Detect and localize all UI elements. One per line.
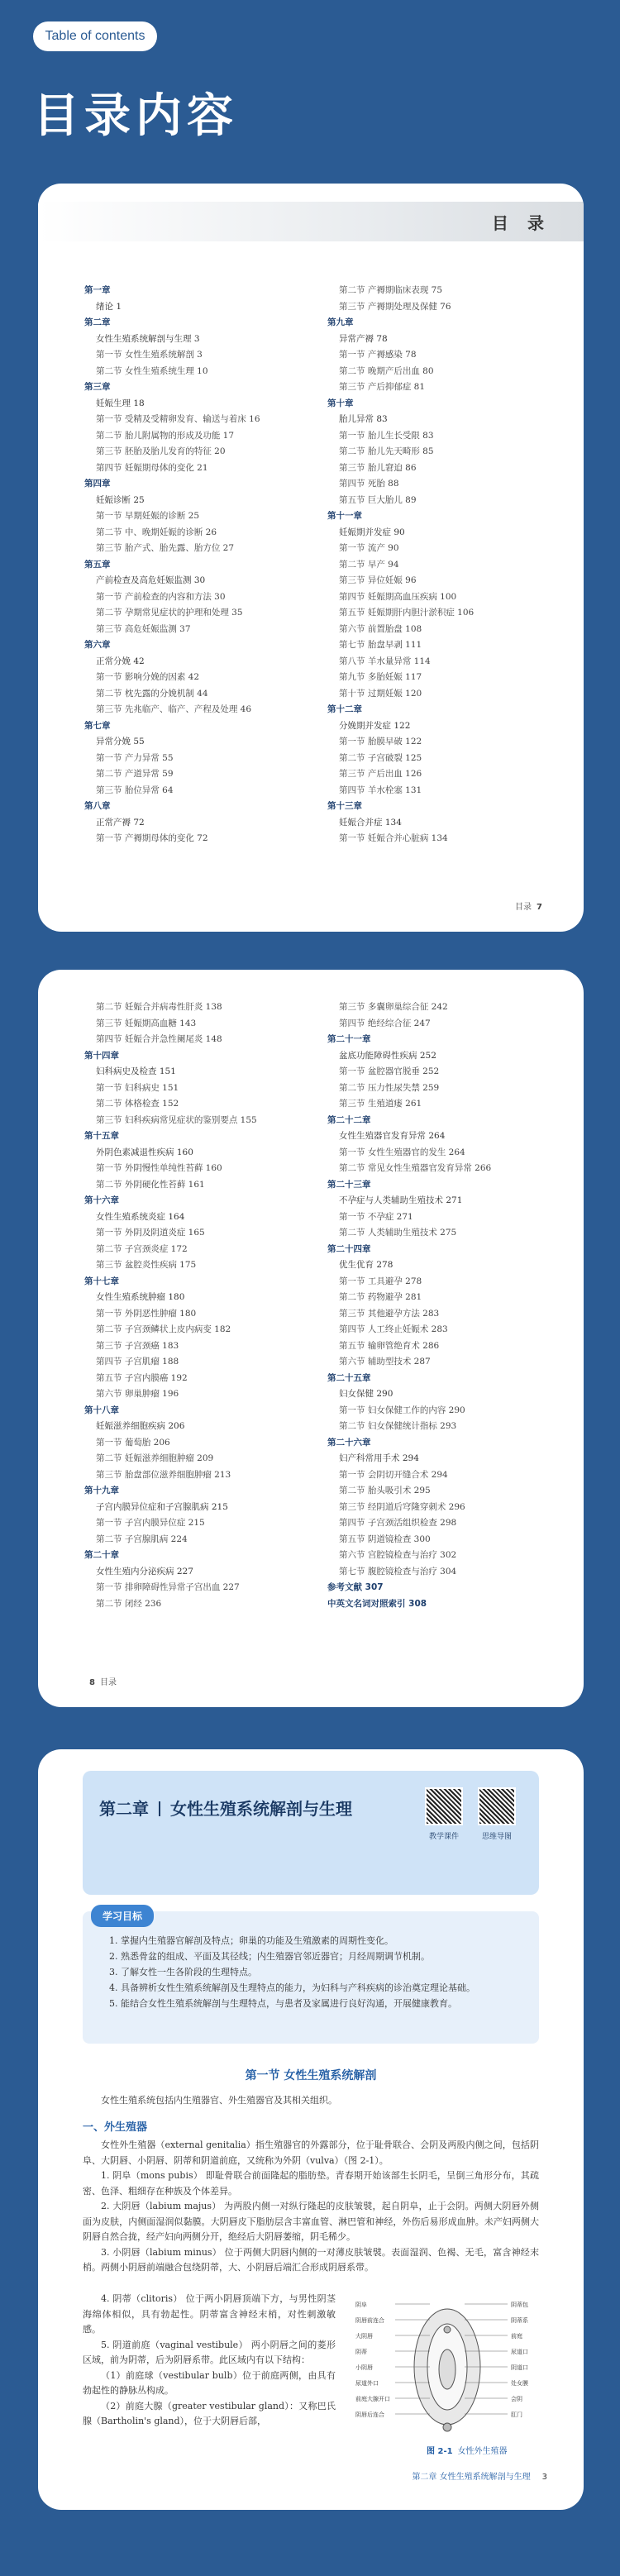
- toc-entry[interactable]: 分娩期并发症 122: [339, 720, 411, 731]
- toc-chapter[interactable]: 第十七章: [84, 1276, 119, 1286]
- page-footer: [515, 899, 547, 912]
- page-footer: [84, 1675, 117, 1687]
- toc-entry[interactable]: 第三节 生殖道瘘 261: [339, 1099, 422, 1109]
- toc-entry[interactable]: 第二节 子宫颈炎症 172: [96, 1243, 188, 1254]
- paragraph: 1. 阴阜（mons pubis） 即耻骨联合前面隆起的脂肪垫。青春期开始该部生长阴毛，呈倒三角形分布，其疏密、色泽、粗细存在种族及个体差异。: [83, 2170, 539, 2197]
- toc-entry[interactable]: 第二节 妇女保健统计指标 293: [339, 1421, 457, 1431]
- toc-entry[interactable]: 妇科病史及检查 151: [96, 1066, 176, 1076]
- toc-entry[interactable]: 第一节 产褥感染 78: [339, 350, 417, 360]
- toc-entry[interactable]: 妊娠生理 18: [96, 398, 145, 408]
- toc-entry[interactable]: 第五节 巨大胎儿 89: [339, 494, 417, 505]
- toc-chapter[interactable]: 第十九章: [84, 1486, 119, 1496]
- toc-chapter[interactable]: 第十六章: [84, 1195, 119, 1205]
- figure-number: 图 2-1: [427, 2447, 453, 2456]
- figure-label: 大阴唇: [355, 2333, 373, 2340]
- toc-chapter[interactable]: 中英文名词对照索引 308: [327, 1598, 427, 1609]
- qr-label: 思维导图: [481, 1833, 512, 1841]
- toc-entry[interactable]: 第四节 死胎 88: [339, 479, 399, 489]
- goal-item: 4. 具备辨析女性生殖系统解剖及生理特点的能力，为妇科与产科疾病的诊治奠定理论基础。: [109, 1982, 475, 1993]
- learning-goals: [83, 1911, 539, 2044]
- toc-entry[interactable]: 第二节 胎头吸引术 295: [339, 1486, 431, 1496]
- toc-entry[interactable]: 第十节 过期妊娠 120: [339, 688, 422, 699]
- toc-entry[interactable]: 第一节 盆腔器官脱垂 252: [339, 1066, 440, 1076]
- toc-entry[interactable]: 妇女保健 290: [339, 1389, 393, 1399]
- toc-entry[interactable]: 第一节 不孕症 271: [339, 1211, 413, 1222]
- toc-entry[interactable]: 第四节 妊娠期母体的变化 21: [96, 462, 208, 473]
- toc-chapter[interactable]: 第十八章: [84, 1405, 119, 1415]
- figure-label: 尿道外口: [355, 2380, 379, 2387]
- toc-entry[interactable]: 第二节 外阴硬化性苔藓 161: [96, 1179, 205, 1190]
- toc-entry[interactable]: 第三节 胎产式、胎先露、胎方位 27: [96, 543, 235, 553]
- toc-entry[interactable]: 第一节 外阴及阴道炎症 165: [96, 1228, 205, 1238]
- toc-chapter[interactable]: 第二十二章: [327, 1114, 371, 1125]
- paragraph: 女性外生殖器（external genitalia）指生殖器官的外露部分，位于耻骨联合、会阴及两股内侧之间，包括阴阜、大阴唇、小阴唇、阴蒂和阴道前庭，又统称为外阴（vulva）（图 2-1）。: [83, 2140, 539, 2166]
- toc-entry[interactable]: 妊娠合并症 134: [339, 817, 402, 828]
- toc-entry[interactable]: 正常分娩 42: [96, 656, 145, 666]
- toc-entry[interactable]: 第二节 产褥期临床表现 75: [339, 285, 443, 295]
- toc-entry[interactable]: 第一节 会阴切开缝合术 294: [339, 1469, 448, 1480]
- toc-chapter[interactable]: 第十章: [327, 398, 354, 408]
- toc-entry[interactable]: 第一节 妇女保健工作的内容 290: [339, 1405, 465, 1415]
- toc-chapter[interactable]: 第一章: [84, 285, 111, 295]
- qr-code-icon[interactable]: [425, 1787, 463, 1825]
- goal-item: 1. 掌握内生殖器官解剖及特点；卵巢的功能及生殖激素的周期性变化。: [109, 1935, 393, 1946]
- anatomy-figure: [354, 2288, 541, 2437]
- toc-entry[interactable]: 子宫内膜异位症和子宫腺肌病 215: [96, 1501, 228, 1512]
- page-footer: [412, 2469, 547, 2482]
- toc-entry[interactable]: 第六节 宫腔镜检查与治疗 302: [339, 1550, 457, 1560]
- toc-entry[interactable]: 第二节 子宫颈鳞状上皮内病变 182: [96, 1324, 231, 1334]
- toc-chapter[interactable]: 第四章: [84, 479, 111, 489]
- toc-entry[interactable]: 第五节 阴道镜检查 300: [339, 1534, 431, 1544]
- toc-entry[interactable]: 女性生殖系统解剖与生理 3: [96, 333, 200, 344]
- toc-entry[interactable]: 正常产褥 72: [96, 817, 145, 828]
- toc-entry[interactable]: 第二节 常见女性生殖器官发育异常 266: [339, 1163, 492, 1173]
- toc-entry[interactable]: 第二节 闭经 236: [96, 1598, 162, 1609]
- toc-entry[interactable]: 妊娠期并发症 90: [339, 527, 405, 537]
- toc-entry[interactable]: 妇产科常用手术 294: [339, 1453, 419, 1463]
- toc-entry[interactable]: 第八节 羊水量异常 114: [339, 656, 431, 666]
- toc-entry[interactable]: 第一节 女性生殖系统解剖 3: [96, 350, 203, 360]
- toc-entry[interactable]: 女性生殖内分泌疾病 227: [96, 1566, 193, 1577]
- sub-heading: 一、外生殖器: [83, 2121, 148, 2134]
- toc-entry[interactable]: 第一节 妇科病史 151: [96, 1082, 179, 1093]
- toc-entry[interactable]: 第一节 排卵障碍性异常子宫出血 227: [96, 1582, 240, 1592]
- toc-chapter[interactable]: 第十五章: [84, 1131, 119, 1141]
- toc-entry[interactable]: 第一节 影响分娩的因素 42: [96, 672, 200, 682]
- toc-chapter[interactable]: 第二章: [84, 317, 111, 327]
- toc-entry[interactable]: 第三节 胎位异常 64: [96, 785, 174, 795]
- footer-label: 目录: [99, 1678, 117, 1687]
- toc-entry[interactable]: 第九节 多胎妊娠 117: [339, 672, 422, 682]
- toc-entry[interactable]: 产前检查及高危妊娠监测 30: [96, 575, 206, 585]
- toc-entry[interactable]: 第一节 受精及受精卵发育、输送与着床 16: [96, 414, 260, 424]
- paragraph: 3. 小阴唇（labium minus） 位于两侧大阴唇内侧的一对薄皮肤皱襞。表面湿润、色褐、无毛，富含神经末梢。两侧小阴唇前端融合包绕阴蒂，大、小阴唇后端汇合形成阴唇系带。: [83, 2246, 539, 2273]
- toc-chapter[interactable]: 第二十三章: [327, 1179, 371, 1190]
- toc-entry[interactable]: 第二节 枕先露的分娩机制 44: [96, 688, 208, 699]
- figure-label: 阴唇前连合: [355, 2317, 384, 2324]
- toc-entry[interactable]: 第四节 人工终止妊娠术 283: [339, 1324, 448, 1334]
- toc-entry[interactable]: 第三节 子宫颈癌 183: [96, 1340, 179, 1351]
- toc-entry[interactable]: 第二节 体格检查 152: [96, 1099, 179, 1109]
- figure-label: 阴蒂系: [511, 2317, 528, 2324]
- toc-entry[interactable]: 第三节 胎盘部位滋养细胞肿瘤 213: [96, 1469, 231, 1480]
- page-title: 目录内容: [33, 89, 238, 143]
- toc-entry[interactable]: 第二节 胎儿先天畸形 85: [339, 446, 434, 456]
- toc-chapter[interactable]: 第十四章: [84, 1050, 119, 1061]
- paragraph: （1）前庭球（vestibular bulb）位于前庭两侧，由具有勃起性的静脉丛构成。: [83, 2369, 336, 2396]
- toc-chapter[interactable]: 第三章: [84, 382, 111, 392]
- toc-chapter[interactable]: 第八章: [84, 801, 111, 811]
- toc-entry[interactable]: 第三节 胚胎及胎儿发育的特征 20: [96, 446, 226, 456]
- toc-entry[interactable]: 优生优育 278: [339, 1260, 393, 1270]
- toc-col-left: [84, 999, 304, 1612]
- toc-entry[interactable]: 第三节 多囊卵巢综合征 242: [339, 1002, 448, 1012]
- toc-entry[interactable]: 第二节 药物避孕 281: [339, 1292, 422, 1302]
- toc-entry[interactable]: 第三节 先兆临产、临产、产程及处理 46: [96, 704, 252, 714]
- figure-label: 阴蒂包: [511, 2302, 528, 2308]
- toc-entry[interactable]: 第一节 外阴恶性肿瘤 180: [96, 1308, 197, 1319]
- toc-page-2: [38, 970, 584, 1707]
- toc-entry[interactable]: 第二节 子宫破裂 125: [339, 752, 422, 763]
- page-number: 3: [541, 2473, 547, 2482]
- qr-label: 教学课件: [428, 1833, 459, 1841]
- toc-chapter[interactable]: 第二十章: [84, 1550, 119, 1560]
- toc-entry[interactable]: 妊娠诊断 25: [96, 494, 145, 505]
- toc-entry[interactable]: 第一节 女性生殖器官的发生 264: [339, 1147, 465, 1157]
- figure-label: 会阴: [511, 2396, 522, 2402]
- toc-entry[interactable]: 第三节 其他避孕方法 283: [339, 1308, 440, 1319]
- toc-entry[interactable]: 第六节 卵巢肿瘤 196: [96, 1389, 179, 1399]
- toc-entry[interactable]: 第一节 产前检查的内容和方法 30: [96, 591, 226, 602]
- toc-entry[interactable]: 第一节 早期妊娠的诊断 25: [96, 511, 200, 521]
- toc-entry[interactable]: 第一节 葡萄胎 206: [96, 1437, 170, 1448]
- toc-entry[interactable]: 绪论 1: [96, 301, 122, 312]
- toc-entry[interactable]: 第三节 经阴道后穹隆穿刺术 296: [339, 1501, 465, 1512]
- toc-entry[interactable]: 第二节 胎儿附属物的形成及功能 17: [96, 430, 235, 441]
- figure-label: 尿道口: [511, 2349, 528, 2355]
- page-number: 7: [537, 903, 542, 912]
- goal-item: 3. 了解女性一生各阶段的生理特点。: [109, 1967, 257, 1977]
- figure-label: 肛门: [511, 2411, 522, 2418]
- figure-label: 阴道口: [511, 2364, 528, 2371]
- toc-entry[interactable]: 第三节 高危妊娠监测 37: [96, 623, 191, 634]
- toc-entry[interactable]: 不孕症与人类辅助生殖技术 271: [339, 1195, 463, 1205]
- toc-entry[interactable]: 第二节 妊娠滋养细胞肿瘤 209: [96, 1453, 214, 1463]
- page-number: 8: [89, 1678, 95, 1687]
- goal-item: 5. 能结合女性生殖系统解剖与生理特点，与患者及家属进行良好沟通，开展健康教育。: [109, 1998, 457, 2009]
- toc-entry[interactable]: 第二节 晚期产后出血 80: [339, 365, 434, 376]
- toc-entry[interactable]: 第一节 工具避孕 278: [339, 1276, 422, 1286]
- toc-entry[interactable]: 第二节 女性生殖系统生理 10: [96, 365, 208, 376]
- goals-tag: 学习目标: [91, 1905, 154, 1927]
- toc-chapter[interactable]: 第十三章: [327, 801, 362, 811]
- toc-entry[interactable]: 第五节 输卵管绝育术 286: [339, 1340, 440, 1351]
- footer-chapter: 第二章 女性生殖系统解剖与生理: [412, 2473, 531, 2482]
- toc-pill: Table of contents: [33, 21, 157, 51]
- toc-entry[interactable]: 异常分娩 55: [96, 737, 145, 747]
- toc-chapter[interactable]: 第二十六章: [327, 1437, 371, 1448]
- toc-entry[interactable]: 异常产褥 78: [339, 333, 388, 344]
- toc-entry[interactable]: 外阴色素减退性疾病 160: [96, 1147, 193, 1157]
- paragraph: 5. 阴道前庭（vaginal vestibule） 两小阴唇之间的菱形区域，前为阴蒂，后为阴唇系带。此区域内有以下结构：: [83, 2339, 336, 2365]
- paragraph: （2）前庭大腺（greater vestibular gland）：又称巴氏腺（Bartholin's gland），位于大阴唇后部，: [83, 2400, 336, 2426]
- toc-entry[interactable]: 第四节 羊水栓塞 131: [339, 785, 422, 795]
- toc-entry[interactable]: 第四节 绝经综合征 247: [339, 1018, 431, 1028]
- toc-entry[interactable]: 第一节 外阴慢性单纯性苔藓 160: [96, 1163, 222, 1173]
- toc-col-right: [327, 283, 547, 847]
- toc-entry[interactable]: 第六节 前置胎盘 108: [339, 623, 422, 634]
- toc-entry[interactable]: 第二节 早产 94: [339, 559, 399, 570]
- footer-label: 目录: [515, 903, 532, 912]
- toc-entry[interactable]: 第四节 子宫肌瘤 188: [96, 1357, 179, 1367]
- toc-chapter[interactable]: 第十一章: [327, 511, 362, 521]
- toc-chapter[interactable]: 第二十一章: [327, 1034, 371, 1044]
- toc-entry[interactable]: 第三节 盆腔炎性疾病 175: [96, 1260, 197, 1270]
- toc-entry[interactable]: 女性生殖器官发育异常 264: [339, 1131, 446, 1141]
- body-text-narrow: [83, 2292, 336, 2430]
- toc-entry[interactable]: 第一节 胎儿生长受限 83: [339, 430, 434, 441]
- toc-entry[interactable]: 第一节 子宫内膜异位症 215: [96, 1518, 205, 1528]
- toc-entry[interactable]: 第三节 产后出血 126: [339, 769, 422, 779]
- toc-entry[interactable]: 第六节 辅助型技术 287: [339, 1357, 431, 1367]
- toc-entry[interactable]: 第五节 子宫内膜癌 192: [96, 1372, 188, 1383]
- toc-entry[interactable]: 第二节 妊娠合并病毒性肝炎 138: [96, 1002, 222, 1012]
- toc-entry[interactable]: 盆底功能障碍性疾病 252: [339, 1050, 436, 1061]
- toc-entry[interactable]: 第三节 妇科疾病常见症状的鉴别要点 155: [96, 1114, 257, 1125]
- figure-label: 阴蒂: [355, 2349, 367, 2355]
- toc-chapter[interactable]: 第六章: [84, 640, 111, 650]
- intro-paragraph: 女性生殖系统包括内生殖器官、外生殖器官及其相关组织。: [101, 2095, 337, 2106]
- chapter-title: [99, 1796, 352, 1820]
- toc-chapter[interactable]: 第五章: [84, 559, 111, 570]
- toc-chapter[interactable]: 参考文献 307: [327, 1582, 384, 1592]
- toc-entry[interactable]: 第三节 妊娠期高血糖 143: [96, 1018, 197, 1028]
- toc-chapter[interactable]: 第二十四章: [327, 1243, 371, 1254]
- toc-entry[interactable]: 第五节 妊娠期肝内胆汁淤积症 106: [339, 608, 475, 618]
- toc-chapter[interactable]: 第二十五章: [327, 1372, 371, 1383]
- toc-entry[interactable]: 第三节 产褥期处理及保健 76: [339, 301, 451, 312]
- figure-label: 阴阜: [355, 2302, 367, 2308]
- toc-entry[interactable]: 第二节 压力性尿失禁 259: [339, 1082, 440, 1093]
- qr-code-icon[interactable]: [478, 1787, 516, 1825]
- chapter-banner: [83, 1771, 539, 1895]
- toc-heading-bar: [38, 202, 584, 241]
- toc-entry[interactable]: 第一节 妊娠合并心脏病 134: [339, 833, 448, 843]
- toc-entry[interactable]: 第七节 胎盘早剥 111: [339, 640, 422, 650]
- paragraph: 2. 大阴唇（labium majus） 为两股内侧一对纵行隆起的皮肤皱襞，起自阴阜，止于会阴。两侧大阴唇外侧面为皮肤，内侧面湿润似黏膜。大阴唇皮下脂肪层含丰富血管、淋巴管和神经，外伤后易形成血肿。未产妇两侧大阴唇自然合拢，经产妇向两侧分开，绝经后大阴唇萎缩，阴毛稀少。: [83, 2201, 539, 2242]
- chapter-page: [38, 1749, 584, 2510]
- toc-chapter[interactable]: 第七章: [84, 720, 111, 731]
- toc-entry[interactable]: 第二节 孕期常见症状的护理和处理 35: [96, 608, 243, 618]
- toc-entry[interactable]: 妊娠滋养细胞疾病 206: [96, 1421, 185, 1431]
- toc-page-1: [38, 184, 584, 932]
- toc-entry[interactable]: 第一节 产褥期母体的变化 72: [96, 833, 208, 843]
- goal-item: 2. 熟悉骨盆的组成、平面及其径线；内生殖器官邻近器官；月经周期调节机制。: [109, 1951, 430, 1962]
- toc-entry[interactable]: 女性生殖系统炎症 164: [96, 1211, 185, 1222]
- figure-label: 阴唇后连合: [355, 2411, 384, 2418]
- toc-entry[interactable]: 第二节 产道异常 59: [96, 769, 174, 779]
- toc-entry[interactable]: 第四节 妊娠合并急性阑尾炎 148: [96, 1034, 222, 1044]
- toc-entry[interactable]: 第一节 流产 90: [339, 543, 399, 553]
- chapter-number: 第二章: [99, 1799, 149, 1819]
- figure-caption: [427, 2444, 508, 2456]
- section-heading: 第一节 女性生殖系统解剖: [245, 2069, 377, 2082]
- body-text: [83, 2138, 539, 2276]
- toc-col-left: [84, 283, 304, 847]
- toc-col-right: [327, 999, 547, 1612]
- paragraph: 4. 阴蒂（clitoris） 位于两小阴唇顶端下方，与男性阴茎海绵体相似，具有勃起性。阴蒂富含神经末梢，对性刺激敏感。: [83, 2293, 336, 2335]
- figure-title: 女性外生殖器: [457, 2447, 508, 2456]
- figure-label: 前庭大腺开口: [355, 2396, 390, 2402]
- toc-entry[interactable]: 第一节 胎膜早破 122: [339, 737, 422, 747]
- toc-entry[interactable]: 第三节 产后抑郁症 81: [339, 382, 426, 392]
- toc-entry[interactable]: 胎儿异常 83: [339, 414, 388, 424]
- toc-entry[interactable]: 第二节 子宫腺肌病 224: [96, 1534, 188, 1544]
- figure-label: 前庭: [511, 2333, 522, 2340]
- toc-entry[interactable]: 第四节 子宫颈活组织检查 298: [339, 1518, 457, 1528]
- toc-chapter[interactable]: 第九章: [327, 317, 354, 327]
- figure-label: 处女膜: [511, 2380, 528, 2387]
- toc-entry[interactable]: 第三节 胎儿窘迫 86: [339, 462, 417, 473]
- toc-chapter[interactable]: 第十二章: [327, 704, 362, 714]
- toc-entry[interactable]: 女性生殖系统肿瘤 180: [96, 1292, 185, 1302]
- toc-entry[interactable]: 第二节 人类辅助生殖技术 275: [339, 1228, 457, 1238]
- toc-entry[interactable]: 第七节 腹腔镜检查与治疗 304: [339, 1566, 457, 1577]
- chapter-name: 女性生殖系统解剖与生理: [170, 1799, 352, 1819]
- toc-entry[interactable]: 第四节 妊娠期高血压疾病 100: [339, 591, 457, 602]
- goals-list: [96, 1933, 526, 2011]
- toc-entry[interactable]: 第二节 中、晚期妊娠的诊断 26: [96, 527, 217, 537]
- toc-entry[interactable]: 第三节 异位妊娠 96: [339, 575, 417, 585]
- toc-heading: 目 录: [492, 213, 551, 233]
- toc-entry[interactable]: 第一节 产力异常 55: [96, 752, 174, 763]
- figure-label: 小阴唇: [355, 2364, 373, 2371]
